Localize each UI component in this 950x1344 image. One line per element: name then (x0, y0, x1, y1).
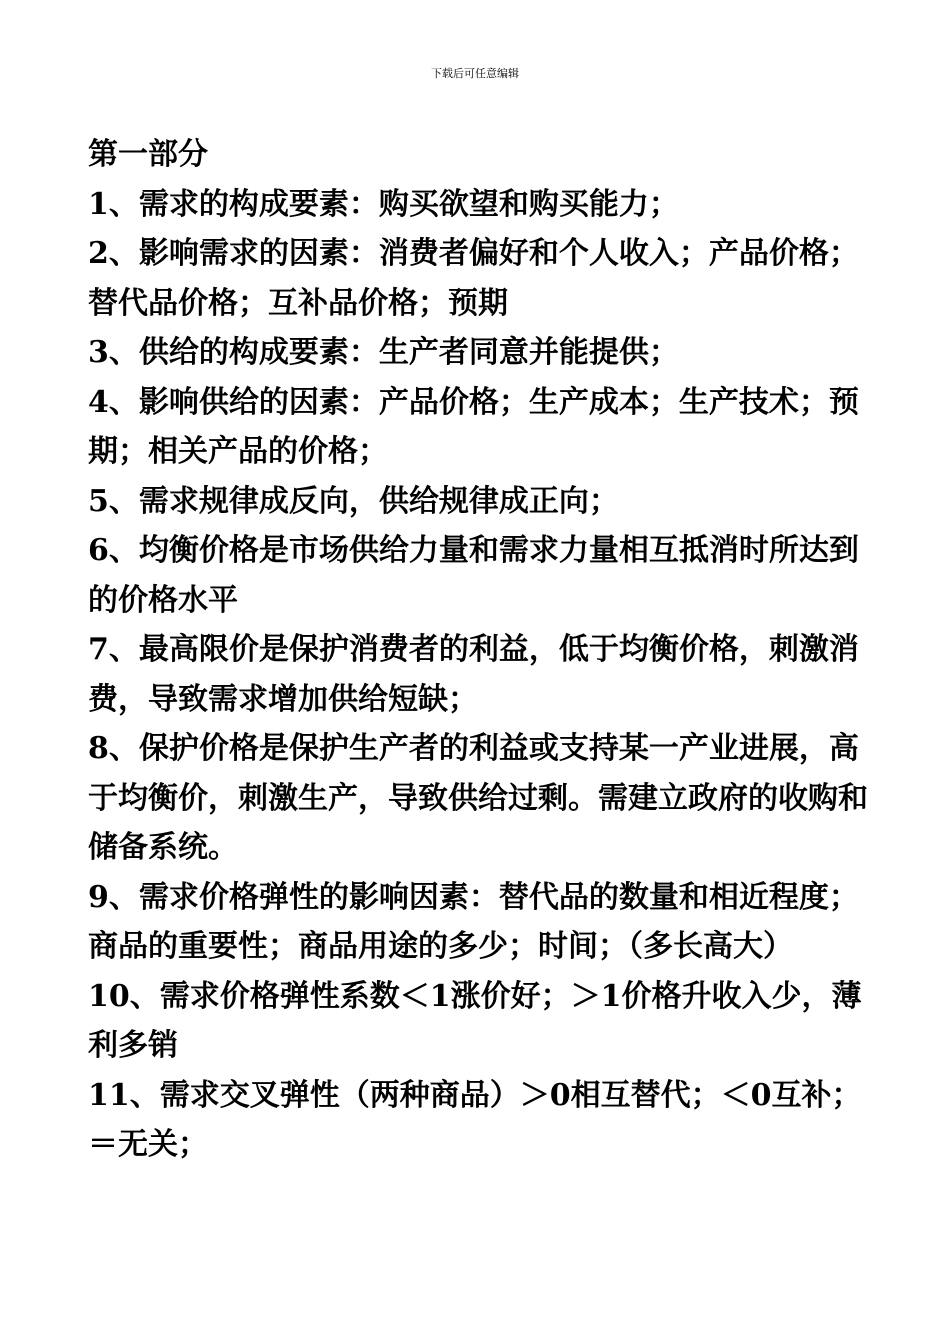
page-header-note: 下载后可任意编辑 (431, 67, 519, 80)
list-item: 2、影响需求的因素：消费者偏好和个人收入；产品价格；替代品价格；互补品价格；预期 (88, 236, 859, 321)
list-item: 4、影响供给的因素：产品价格；生产成本；生产技术；预期；相关产品的价格； (88, 384, 859, 469)
list-item: 11、需求交叉弹性（两种商品）＞0相互替代；＜0互补；＝无关； (88, 1077, 862, 1162)
list-item: 1、需求的构成要素：购买欲望和购买能力； (88, 186, 679, 222)
document-body (88, 130, 888, 1170)
list-item: 3、供给的构成要素：生产者同意并能提供； (88, 335, 679, 370)
list-item: 6、均衡价格是市场供给力量和需求力量相互抵消时所达到的价格水平 (88, 533, 859, 618)
list-item: 9、需求价格弹性的影响因素：替代品的数量和相近程度；商品的重要性；商品用途的多少；时间；（多长高大） (88, 879, 859, 964)
list-item: 8、保护价格是保护生产者的利益或支持某一产业进展，高于均衡价，刺激生产，导致供给过剩。需建立政府的收购和储备系统。 (88, 731, 868, 865)
list-item: 10、需求价格弹性系数＜1涨价好；＞1价格升收入少，薄利多销 (88, 978, 862, 1063)
list-item: 5、需求规律成反向，供给规律成正向； (88, 483, 619, 519)
section-title: 第一部分 (88, 137, 208, 172)
list-item: 7、最高限价是保护消费者的利益，低于均衡价格，刺激消费，导致需求增加供给短缺； (88, 632, 859, 717)
